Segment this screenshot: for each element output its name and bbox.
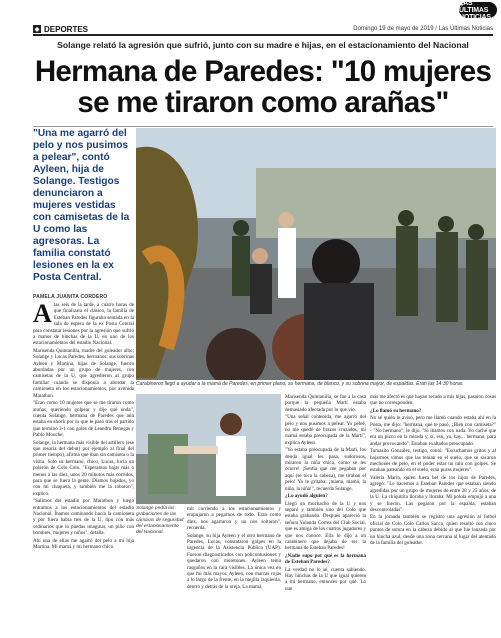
body-column-3 — [285, 394, 366, 590]
body-paragraph: "Eran como 10 mujeres que se me tiraron como arañas, queriendo golpear y dije qué onda", cuenta Solange, hermana de Paredes que aún estaba en shock por lo que le pasó tras el partido que terminó 3-1 con goles de Leandro Benegas y Pablo Mouche. — [33, 400, 134, 439]
article-kicker: Solange relató la agresión que sufrió, junto con su madre e hijas, en el estacionamiento del Nacional — [57, 40, 469, 50]
body-column-4 — [370, 394, 496, 590]
logo-text: LAS ÚLTIMAS NOTICIAS — [459, 0, 491, 21]
section-square-icon: ◆ — [34, 26, 40, 33]
main-photo — [136, 128, 496, 380]
body-paragraph: mir corriendo a los estacionamientos y empujaron a pegarnos de todo. Eran como diez, nos agarraron y no nos soltaron", recuerda. — [187, 506, 281, 532]
drop-cap: A — [33, 302, 52, 328]
body-paragraph: Solange, la hermana más visible del artillero (ese que resoria del debut) por ejemplo al final del primer tiempo), afirma que iban sin camiseta o la visita. Solo su hermano, chico, Lucas, lucía un polerón de Colo Colo. "Esperamos bajar más o menos a las diez, unos 20 minutos más corridos, para que se fuera la gente. Diamos bajados, yo con mi chaqueta, y también me la robaron", explicó. — [33, 439, 134, 497]
interview-question: ¿Nadie supo por qué es la hermana de Esteban Paredes? — [285, 552, 366, 566]
date-line: Domingo 19 de mayo de 2019 / Las Últimas Noticias — [353, 26, 493, 32]
secondary-photo-caption: Solange pedía las grabaciones de las cámaras de seguridad del estacionamiento del Nacional. — [136, 506, 184, 535]
section-label-text: DEPORTES — [44, 24, 89, 34]
body-paragraph: más me afectó es que hayan tocado a mis hijas, pasaron cosas que no corresponden. — [370, 394, 496, 407]
section-label — [33, 25, 88, 34]
body-paragraph: "Una señal contenida, me agarró del pelo y nos pusimos a pelear. Yo peleé, no me quedé de brazos cruzados, mi mamá estaba preocupada de la Martí", explica Ayleen. — [285, 414, 366, 446]
main-photo-caption: Carabineros llegó a ayudar a la mamá de Paredes, en primer plano, su hermana, de blanco, y su sobrina mayor, de espaldas. Eran las 14.30 horas. — [136, 381, 464, 387]
body-column-1 — [33, 302, 134, 592]
body-paragraph: La verdad no lo sé, cuenta sabiendo. Hay hinchas de la U que igual quieren a mi hermano, entonces por qué. Lo que — [285, 566, 366, 590]
body-paragraph: No sé quién le avisó, pero me llamó cuando estaba ahí en la Posta, me dijo: "hermana, qué te pasó, ¿Bien con camiseta?" - "No hermano", le dijo. "Si íbamos con nada. Yo caché que era un pizco en la mirada y, sí, eso, ya, hay... hermano, para andar provocando". Estaban exaltados preocupado. — [370, 415, 496, 447]
article-deck: "Una me agarró del pelo y nos pusimos a pelear", contó Ayleen, hija de Solange. Testigos denunciaron a mujeres vestidas con camisetas de la U como las agresoras. La familia constató lesiones en la ex Posta Central. — [33, 128, 130, 284]
newspaper-logo — [459, 0, 497, 21]
secondary-photo-illustration — [136, 394, 281, 504]
body-column-2 — [187, 506, 281, 590]
section-header — [33, 24, 493, 36]
body-paragraph: En la jornada también se registró una agresión al futbol oficial de Colo Colo Carlos Sacco, quien resultó con cinco puntos de sutura en la cabeza debido al que fue lanzada por un hincha azul, desde una zona cercana al lugar del atentado de la familia del goleador. — [370, 514, 496, 546]
main-photo-illustration — [136, 128, 496, 380]
interview-question: ¿Lo ayudó alguien? — [285, 493, 328, 500]
interview-question: ¿Lo llamó su hermano? — [370, 407, 422, 414]
body-paragraph: Valeria Marín, quien fuera bel de los hijos de Paredes, agregó: "Le hacemos a Esteban Paredes que estaban siendo agredidas por un grupo de mujeres de entre 28 y 25 años, de la U. La chiquitita lloraba y lloraba. Mi polola empujó a una y se fueron. Las pegaron por la espalda, estaban descontroladas". — [370, 474, 496, 513]
body-paragraph: Tomasito González, testigo, contó: "Escuchamos gritos y al bajarmos vimos que las tenían en el suelo, que se sacaron mechones de pelo, en el poder estar un rato con golpes. Se estaban pateando en el suelo, eran puras mujeres". — [370, 448, 496, 474]
body-paragraph: las seis de la tarde, a cuatro horas de que finalizara el clásico, la familia de Esteban Paredes figuraba sentada en la sala de espera de la ex Posta Central para constatar lesiones por la agresión que sufrió a manos de hinchas de la U, en uno de los estacionamientos del estadio Nacional. — [33, 302, 134, 347]
body-paragraph: Llegó un muchacho de la U y nos separó y también uno del Colo que estaba grabando. Después apareció la señora Yolanda Correa del Club Social, que es amiga de los cuatros jugadores y que nos conoce. Ella le dijo a un carabinero que dejaba de ser la hermana de Esteban Paredes! — [285, 500, 366, 552]
secondary-photo — [136, 394, 281, 504]
body-paragraph: Marisenda Quintanilla, madre del goleador albo; Solange y Lucas Paredes, hermanos; sus sobrinas Ayleen y Martina, hijas de Solange, fueron abordadas por un grupo de mujeres, con camisetas de la U, que agredieron al grupo familiar cuando se disponía a abordar la camioneta en los estacionamientos, por avenida Marathon. — [33, 347, 134, 399]
article-byline: PAMELA JUANITA CORDERO — [33, 294, 108, 300]
body-paragraph: "Salimos del estadio por Marathon y luego entramos a los estacionamientos del estadio Nacional. Íbamos caminando hacia la camioneta y por fuera había tres de la U, tipo con más ordinarios que lo puedas imaginar, un piño con hombres, mujeres y niños", detalla. — [33, 498, 134, 537]
body-paragraph: Marisenda Quintanilla, se fue a la casa porque la pequeña Martí estaba demasiado afectada por lo que vio. — [285, 394, 366, 413]
body-paragraph: Ahí una de ellas me agarró del pelo a mi hija Martina. Mi mamá y mi hermano chico. — [33, 537, 134, 551]
body-paragraph: "Yo estaba preocupada de la Martí, los deuda igual les pasa, sudorosos, miraron la niña chica, cómo se les ocurre! ¡Sentía que me pegaban por aquí (se toca la cabeza), me tiraban el pelo! Yo le gritaba: ¡mamá, mamá, la niña, la niña!", recuerda Solange. — [285, 447, 366, 492]
body-paragraph: Solange, su hija Ayleen y el otro hermano de Paredes, Lucas, constataron golpes en la urgencia de la Asistencia Pública (UAP). Fueron diagnosticados con policontusiones y quedaron con moretones. Ayleen tenía rasguños en la cara visibles. La única vez en que fui más mayor. Ayleen, con marcas rojas a lo largo de la frente, en la mejilla izquierda, dentro y detrás de la oreja. La mamá, — [187, 532, 281, 590]
headline-divider — [33, 126, 493, 127]
article-headline: Hermana de Paredes: "10 mujeres se me tiraron como arañas" — [34, 55, 492, 120]
